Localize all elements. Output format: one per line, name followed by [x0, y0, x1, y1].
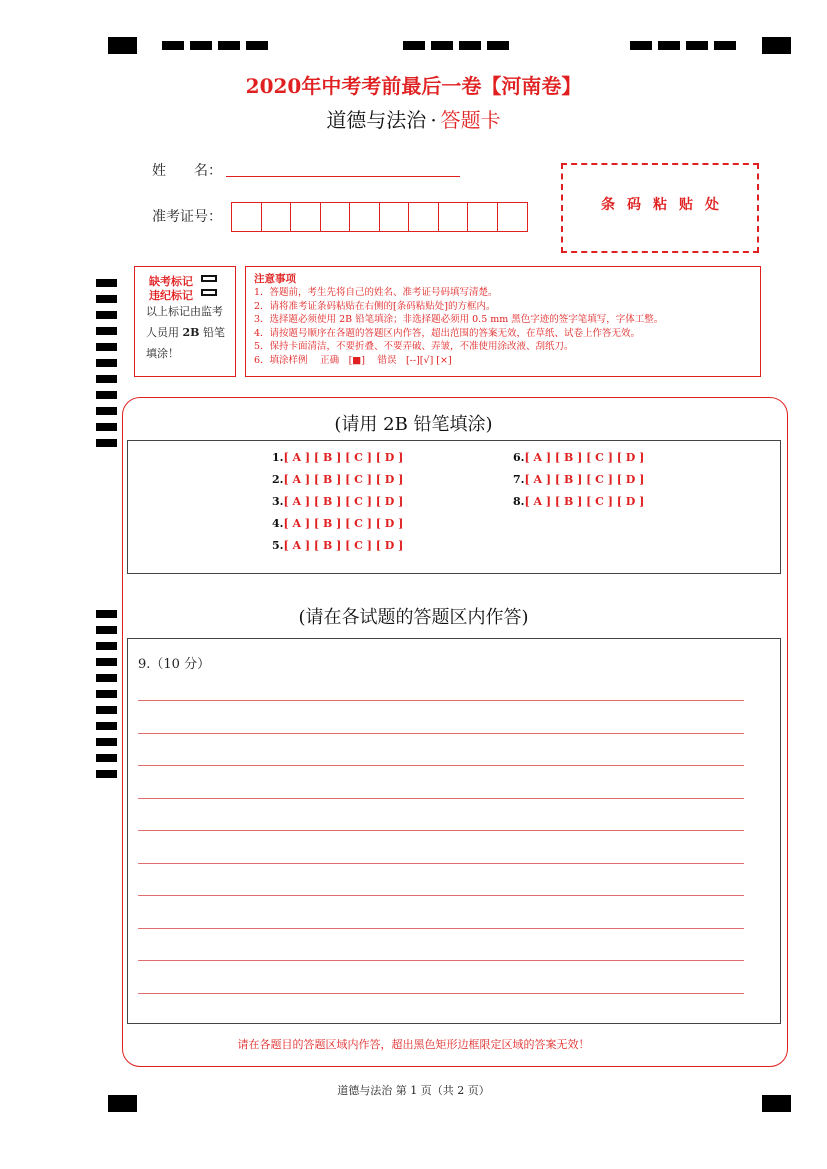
mc-question-3[interactable]: 3.[ A ] [ B ] [ C ] [ D ]	[272, 495, 404, 508]
answer-line	[138, 733, 744, 734]
mc-question-5[interactable]: 5.[ A ] [ B ] [ C ] [ D ]	[272, 539, 404, 552]
notes-heading: 注意事项	[254, 273, 296, 285]
answer-line	[138, 993, 744, 994]
exam-title: 2020年中考考前最后一卷【河南卷】	[245, 74, 582, 98]
mc-question-1[interactable]: 1.[ A ] [ B ] [ C ] [ D ]	[272, 451, 404, 464]
barcode-label: 条码粘贴处	[601, 197, 731, 213]
exam-id-label: 准考证号：	[152, 209, 222, 225]
corner-mark-top-left	[108, 37, 137, 54]
answer-line	[138, 863, 744, 864]
exam-id-grid[interactable]	[231, 202, 528, 232]
note-item: 2．请将准考证条码粘贴在右侧的[条码粘贴处]的方框内。	[254, 300, 496, 312]
absent-mark-box[interactable]	[201, 275, 217, 282]
mc-question-2[interactable]: 2.[ A ] [ B ] [ C ] [ D ]	[272, 473, 404, 486]
mc-question-4[interactable]: 4.[ A ] [ B ] [ C ] [ D ]	[272, 517, 404, 530]
question-9-label: 9.（10 分）	[138, 657, 211, 672]
name-field[interactable]	[226, 176, 460, 177]
absent-mark-label: 缺考标记	[149, 275, 193, 288]
subtitle-dot: ·	[430, 108, 437, 132]
exam-id-cell[interactable]	[321, 203, 351, 231]
note-item: 6．填涂样例 正确 [■] 错误 [--][√] [×]	[254, 354, 452, 366]
note-item: 1．答题前，考生先将自己的姓名、准考证号码填写清楚。	[254, 287, 498, 298]
marks-note: 以上标记由监考 人员用 2B 铅笔 填涂！	[146, 305, 225, 360]
marks-box	[134, 266, 236, 377]
answer-line	[138, 928, 744, 929]
answer-line	[138, 895, 744, 896]
page-footer: 道德与法治 第 1 页（共 2 页）	[337, 1084, 490, 1097]
exam-id-cell[interactable]	[439, 203, 469, 231]
answer-line	[138, 830, 744, 831]
answer-line	[138, 765, 744, 766]
barcode-area	[561, 163, 759, 253]
violation-mark-box[interactable]	[201, 289, 217, 296]
exam-id-cell[interactable]	[380, 203, 410, 231]
note-item: 5．保持卡面清洁，不要折叠、不要弄破、弄皱，不准使用涂改液、刮纸刀。	[254, 341, 574, 352]
mc-question-7[interactable]: 7.[ A ] [ B ] [ C ] [ D ]	[513, 473, 645, 486]
mc-question-8[interactable]: 8.[ A ] [ B ] [ C ] [ D ]	[513, 495, 645, 508]
answer-line	[138, 798, 744, 799]
exam-id-cell[interactable]	[498, 203, 528, 231]
name-label: 姓 名：	[152, 163, 222, 179]
exam-id-cell[interactable]	[468, 203, 498, 231]
note-item: 3．选择题必须使用 2B 铅笔填涂；非选择题必须用 0.5 mm 黑色字迹的签字笔填写，字体工整。	[254, 314, 664, 325]
mc-box	[127, 440, 781, 574]
exam-id-cell[interactable]	[262, 203, 292, 231]
subject-name: 道德与法治	[326, 108, 427, 132]
exam-id-cell[interactable]	[232, 203, 262, 231]
exam-subtitle	[0, 104, 827, 133]
violation-mark-label: 违纪标记	[149, 289, 193, 302]
notes-box	[245, 266, 761, 377]
boundary-warning: 请在各题目的答题区域内作答，超出黑色矩形边框限定区域的答案无效！	[237, 1038, 590, 1051]
answer-box-q9[interactable]	[127, 638, 781, 1024]
answer-line	[138, 700, 744, 701]
exam-id-cell[interactable]	[350, 203, 380, 231]
corner-mark-top-right	[762, 37, 791, 54]
mc-section-heading: (请用 2B 铅笔填涂)	[334, 414, 493, 435]
answer-line	[138, 960, 744, 961]
exam-id-cell[interactable]	[291, 203, 321, 231]
open-section-heading: (请在各试题的答题区内作答)	[298, 607, 529, 628]
mc-question-6[interactable]: 6.[ A ] [ B ] [ C ] [ D ]	[513, 451, 645, 464]
answer-card-label: 答题卡	[440, 108, 501, 132]
note-item: 4．请按题号顺序在各题的答题区内作答，超出范围的答案无效，在草纸、试卷上作答无效。	[254, 327, 641, 339]
exam-id-cell[interactable]	[409, 203, 439, 231]
